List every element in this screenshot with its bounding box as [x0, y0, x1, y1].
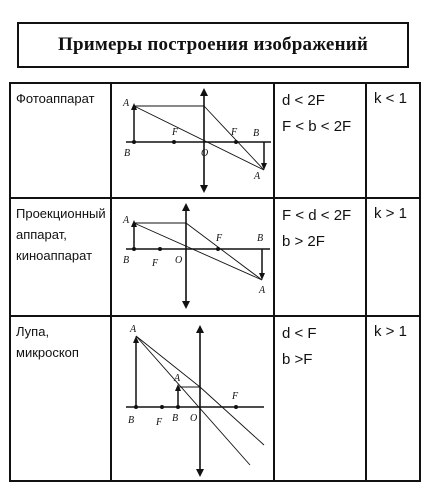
magnification-cell	[366, 83, 420, 198]
conditions-cell	[274, 316, 366, 481]
condition-d: d < 2F	[282, 92, 325, 109]
examples-table	[9, 82, 421, 482]
label-F2: F	[231, 127, 238, 138]
lens-arrow-top	[196, 325, 204, 333]
diagram-cell	[111, 83, 274, 198]
label-A: A	[123, 215, 130, 226]
ray-diagram-projector	[112, 199, 275, 315]
label-A1: A	[130, 324, 137, 335]
condition-b: b >F	[282, 351, 313, 368]
lens-arrow-top	[182, 203, 190, 211]
device-name: Лупа,	[16, 324, 50, 339]
device-name: Проекционный	[16, 206, 106, 221]
label-B1: B	[257, 233, 264, 244]
label-F1: F	[156, 417, 163, 428]
label-F2: F	[216, 233, 223, 244]
ray-diagram-camera	[112, 84, 275, 197]
title-box	[17, 22, 409, 68]
diagram-cell	[111, 316, 274, 481]
device-name: микроскоп	[16, 345, 79, 360]
lens-arrow-bottom	[196, 469, 204, 477]
conditions-cell	[274, 198, 366, 316]
table-row	[10, 198, 420, 316]
magnification-cell	[366, 316, 420, 481]
focus-point-right	[234, 405, 238, 409]
diagram-cell	[111, 198, 274, 316]
label-F2: F	[232, 391, 239, 402]
device-name: киноаппарат	[16, 248, 93, 263]
label-A: A	[123, 98, 130, 109]
focus-point-left	[172, 140, 176, 144]
label-B: B	[172, 413, 179, 424]
condition-b: b > 2F	[282, 233, 325, 250]
label-A1: A	[259, 285, 266, 296]
table-row	[10, 316, 420, 481]
label-B1: B	[128, 415, 135, 426]
focus-point-left	[160, 405, 164, 409]
magnification: k > 1	[374, 205, 407, 222]
lens-arrow-bottom	[200, 185, 208, 193]
condition-b: F < b < 2F	[282, 118, 352, 135]
ray-diagram-magnifier	[112, 317, 275, 480]
condition-d: F < d < 2F	[282, 207, 352, 224]
label-O: O	[190, 413, 198, 424]
label-O: O	[175, 255, 183, 266]
focus-point-left	[158, 247, 162, 251]
label-A: A	[174, 373, 181, 384]
table-row	[10, 83, 420, 198]
device-name: аппарат,	[16, 227, 67, 242]
magnification: k > 1	[374, 323, 407, 340]
label-A1: A	[254, 171, 261, 182]
device-cell	[10, 316, 111, 481]
label-B: B	[124, 148, 131, 159]
page-title: Примеры построения изображений	[57, 34, 369, 55]
condition-d: d < F	[282, 325, 317, 342]
lens-arrow-bottom	[182, 301, 190, 309]
lens-arrow-top	[200, 88, 208, 96]
device-name: Фотоаппарат	[16, 91, 95, 106]
label-F1: F	[152, 258, 159, 269]
ray-central	[134, 106, 264, 170]
conditions-cell	[274, 83, 366, 198]
device-cell	[10, 83, 111, 198]
label-B: B	[123, 255, 130, 266]
magnification-cell	[366, 198, 420, 316]
label-F1: F	[172, 127, 179, 138]
magnification: k < 1	[374, 90, 407, 107]
device-cell	[10, 198, 111, 316]
ray-extension	[136, 336, 200, 387]
label-B1: B	[253, 128, 260, 139]
label-O: O	[201, 148, 209, 159]
